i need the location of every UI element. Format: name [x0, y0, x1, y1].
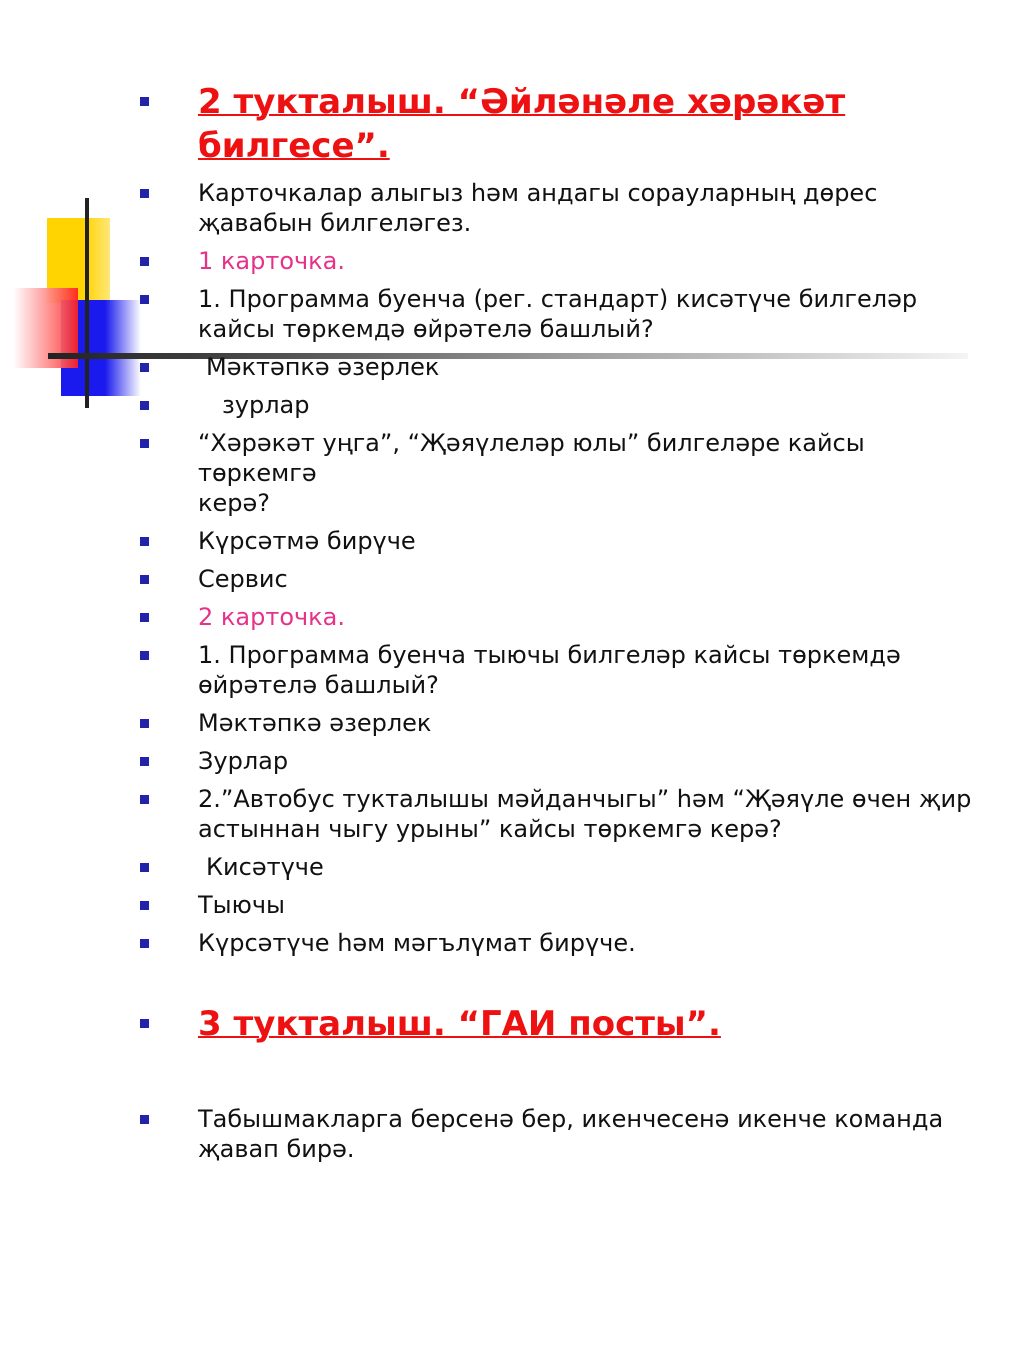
- vertical-line: [85, 198, 89, 408]
- section2-title: 3 тукталыш. “ГАИ посты”.: [198, 1004, 721, 1044]
- section2-text-line1: Табышмакларга берсенә бер, икенчесенә икенче команда: [198, 1105, 944, 1133]
- card2-answer1: Мәктәпкә әзерлек: [198, 709, 432, 737]
- bullet-icon: [140, 939, 149, 948]
- list-item: [140, 178, 980, 238]
- bullet-icon: [140, 537, 149, 546]
- bullet-icon: [140, 439, 149, 448]
- intro-line1: Карточкалар алыгыз һәм андагы сорауларның дөрес: [198, 179, 878, 207]
- list-item: [140, 852, 980, 882]
- list-item: [140, 640, 980, 700]
- card1-q2-line2: керә?: [198, 489, 270, 517]
- list-item: [140, 708, 980, 738]
- bullet-icon: [140, 97, 149, 106]
- card1-answer4: Сервис: [198, 565, 288, 593]
- bullet-icon: [140, 651, 149, 660]
- card1-answer1: Мәктәпкә әзерлек: [206, 353, 440, 381]
- bullet-icon: [140, 575, 149, 584]
- list-item: [140, 928, 980, 958]
- card1-label: 1 карточка.: [198, 247, 346, 275]
- card1-answer2: зурлар: [222, 391, 310, 419]
- bullet-icon: [140, 1019, 149, 1028]
- card2-q1-line2: өйрәтелә башлый?: [198, 671, 439, 699]
- card2-q2-line2: астыннан чыгу урыны” кайсы төркемгә керә?: [198, 815, 782, 843]
- bullet-icon: [140, 901, 149, 910]
- slide-content: [140, 80, 980, 1172]
- intro-line2: җавабын билгеләгез.: [198, 209, 472, 237]
- list-item: [140, 1104, 980, 1164]
- section1-heading: [140, 80, 980, 168]
- bullet-icon: [140, 719, 149, 728]
- bullet-icon: [140, 401, 149, 410]
- list-item: [140, 352, 980, 382]
- list-item: [140, 428, 980, 518]
- card2-label: 2 карточка.: [198, 603, 346, 631]
- card2-q2-line1: 2.”Автобус тукталышы мәйданчыгы” һәм “Җәяүле өчен җир: [198, 785, 972, 813]
- list-item: [140, 784, 980, 844]
- bullet-icon: [140, 795, 149, 804]
- list-item: [140, 746, 980, 776]
- bullet-icon: [140, 613, 149, 622]
- bullet-icon: [140, 1115, 149, 1124]
- section2-heading: [140, 1002, 980, 1046]
- card2-answer4: Тыючы: [198, 891, 285, 919]
- list-item: [140, 602, 980, 632]
- list-item: [140, 526, 980, 556]
- bullet-icon: [140, 257, 149, 266]
- section1-title-line2: билгесе”.: [198, 126, 390, 166]
- card2-answer2: Зурлар: [198, 747, 289, 775]
- card2-answer5: Күрсәтүче һәм мәгълүмат бирүче.: [198, 929, 636, 957]
- card1-q2-line1: “Хәрәкәт уңга”, “Җәяүлеләр юлы” билгеләре кайсы төркемгә: [198, 429, 865, 487]
- list-item: [140, 246, 980, 276]
- list-item: [140, 890, 980, 920]
- card1-q1-line2: кайсы төркемдә өйрәтелә башлый?: [198, 315, 654, 343]
- list-item: [140, 390, 980, 420]
- section2-text-line2: җавап бирә.: [198, 1135, 355, 1163]
- bullet-icon: [140, 757, 149, 766]
- card1-q1-line1: 1. Программа буенча (рег. стандарт) кисәтүче билгеләр: [198, 285, 918, 313]
- bullet-icon: [140, 863, 149, 872]
- bullet-icon: [140, 295, 149, 304]
- card1-answer3: Күрсәтмә бирүче: [198, 527, 416, 555]
- list-item: [140, 284, 980, 344]
- bullet-icon: [140, 363, 149, 372]
- bullet-icon: [140, 189, 149, 198]
- list-item: [140, 564, 980, 594]
- card2-q1-line1: 1. Программа буенча тыючы билгеләр кайсы төркемдә: [198, 641, 901, 669]
- card2-answer3: Кисәтүче: [206, 853, 324, 881]
- section1-title-line1: 2 тукталыш. “Әйләнәле хәрәкәт: [198, 82, 846, 122]
